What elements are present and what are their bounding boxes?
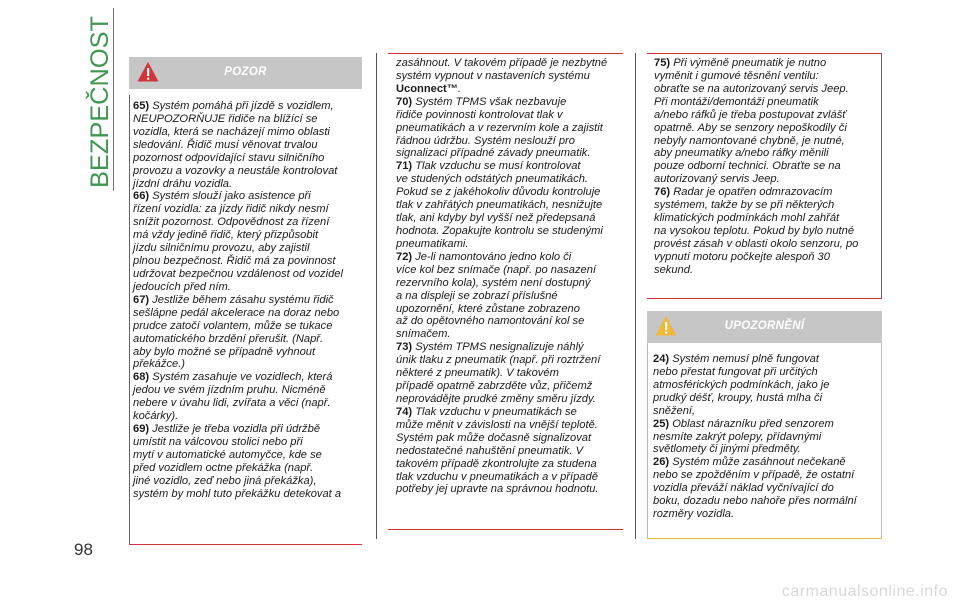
note-text: Systém zasahuje ve vozidlech, která jedou ve svém jízdním pruhu. Nicméně nebere v úvahu lidi, zvířata a věci (např. kočárky).	[133, 371, 333, 423]
note-paragraph	[396, 57, 624, 96]
note-paragraph	[133, 190, 363, 293]
note-text: Systém TPMS však nezbavuje řidiče povinnosti kontrolovat tlak v pneumatikách a v rezervním kole a zajistit řádnou údržbu. Systém neslouží pro signalizaci případné závady pneumatik.	[396, 95, 603, 160]
column-divider-2	[635, 53, 636, 539]
warning-column-3	[654, 57, 880, 277]
note-text: zasáhnout. V takovém případě je nezbytné systém vypnout v nastaveních systému	[396, 57, 608, 82]
note-text: Je-li namontováno jedno kolo či více kol bez snímače (např. po nasazení rezervního kola), systém není dostupný a na displeji se zobrazí příslušné upozornění, které zůstane zobrazeno až do opětovného namontování kol se snímačem.	[396, 250, 597, 341]
note-paragraph	[654, 57, 880, 186]
note-paragraph	[133, 294, 363, 372]
section-side-title-text: BEZPEČNOST	[86, 18, 114, 188]
caution-box-title: UPOZORNĚNÍ	[724, 320, 805, 332]
note-number: 68)	[133, 371, 153, 384]
note-number: 75)	[654, 57, 674, 69]
note-text: Systém nemusí plně fungovat nebo přestat fungovat při určitých atmosférických podmínkách, jako je prudký déšť, kroupy, hustá mlha či sněžení,	[653, 353, 830, 417]
note-number: 72)	[396, 250, 416, 263]
note-paragraph	[653, 418, 879, 457]
note-paragraph	[396, 251, 624, 341]
note-number: 24)	[653, 353, 673, 365]
note-text: Jestliže během zásahu systému řidič sešlápne pedál akcelerace na doraz nebo prudce zatočí volantem, může se tukace automatického brzdění přerušit. (Např. aby bylo možné se případně vyhnout překážce.)	[133, 293, 340, 371]
note-text: Systém slouží jako asistence při řízení vozidla: za jízdy řidič nikdy nesmí snížit pozornost. Odpovědnost za řízení má vždy jedině řidič, který přizpůsobit jízdu silničnímu provozu, aby zajistil plnou bezpečnost. Řidič má za povinnost udržovat bezpečnou vzdálenost od vozidel jedoucích před ním.	[133, 190, 343, 293]
note-number: 26)	[653, 456, 673, 469]
note-number: 71)	[396, 160, 416, 173]
note-paragraph	[654, 186, 880, 276]
note-number: 70)	[396, 95, 416, 108]
note-paragraph	[653, 353, 879, 418]
section-side-title	[80, 10, 120, 190]
note-paragraph	[133, 423, 363, 501]
note-number: 25)	[653, 417, 673, 430]
note-text: Jestliže je třeba vozidla při údržbě umístit na válcovou stolici nebo při mytí v automatické automyčce, kde se před vozidlem octne překážka (např. jiné vozidlo, zeď nebo jiná překážka), systém by mohl tuto překážku detekovat a	[133, 423, 342, 500]
note-paragraph	[653, 456, 879, 521]
note-number: 74)	[396, 405, 416, 418]
note-number: 67)	[133, 293, 153, 306]
note-text: Radar je opatřen odmrazovacím systémem, takže by se při některých klimatických podmínkách mohl zahřát na vysokou teplotu. Pokud by bylo nutné provést zásah v oblasti okolo senzoru, po vypnutí motoru počkejte alespoň 30 sekund.	[654, 186, 859, 276]
note-number: 69)	[133, 423, 153, 436]
note-text: Oblast nárazníku před senzorem nesmíte zakrýt polepy, přídavnými světlomety či jinými předměty.	[653, 417, 834, 456]
column-divider-1	[376, 53, 377, 539]
warning-column-2	[396, 57, 624, 496]
caution-box-header	[647, 311, 882, 343]
caution-box-upozorneni	[647, 311, 882, 539]
note-paragraph	[133, 100, 363, 190]
side-title-rule	[113, 8, 114, 191]
note-number: 76)	[654, 186, 674, 199]
note-text: Systém TPMS nesignalizuje náhlý únik tlaku z pneumatik (např. při roztržení některé z pneumatik). V takovém případě opatrně zabrzděte vůz, přičemž neprovádějte prudké změny směru jízdy.	[396, 341, 601, 405]
page-number: 98	[74, 540, 93, 559]
note-paragraph	[396, 341, 624, 406]
note-paragraph	[133, 371, 363, 423]
note-number: 66)	[133, 190, 153, 203]
note-number: 73)	[396, 341, 416, 354]
watermark: carmanualsonline.info	[781, 583, 948, 600]
note-emphasis: Uconnect™	[396, 82, 458, 95]
note-paragraph	[396, 160, 624, 250]
note-text: Tlak vzduchu se musí kontrolovat ve studených odstátých pneumatikách. Pokud se z jakéhokoliv důvodu kontroluje tlak v zahřátých pneumatikách, nesnižujte tlak, ani kdyby byl vyšší než předepsaná hodnota. Zopakujte kontrolu se studenými pneumatikami.	[396, 160, 603, 250]
warning-box-header	[129, 57, 362, 89]
note-paragraph	[396, 406, 624, 496]
warning-box-title: POZOR	[224, 66, 267, 78]
note-paragraph	[396, 96, 624, 161]
note-text: Při výměně pneumatik je nutno vyměnit i gumové těsnění ventilu: obraťte se na autorizovaný servis Jeep. Při montáži/demontáži pneumatik a/nebo ráfků je třeba postupovat zvlášť opatrně. Aby se senzory nepoškodily či nebyly namontované chybně, je nutné, aby pneumatiky a/nebo ráfky měnili pouze odborní technici. Obraťte se na autorizovaný servis Jeep.	[654, 57, 849, 186]
note-text: Tlak vzduchu v pneumatikách se může měnit v závislosti na vnější teplotě. Systém pak může dočasně signalizovat nedostatečné nahuštění pneumatik. V takovém případě zkontrolujte za studena tlak vzduchu v pneumatikách a v případě potřeby jej upravte na správnou hodnotu.	[396, 405, 599, 496]
caution-column	[653, 353, 879, 521]
note-text: Systém pomáhá při jízdě s vozidlem, NEUPOZORŇUJE řidiče na blížící se vozidla, která se nacházejí mimo oblasti sledování. Řidič musí věnovat trvalou pozornost odpovídající stavu silničního provozu a vozovky a neustále kontrolovat jízdní dráhu vozidla.	[133, 100, 338, 190]
note-tail: .	[457, 82, 462, 95]
note-text: Systém může zasáhnout nečekaně nebo se zpožděním v případě, že ostatní vozidla převáží náklad vyčnívající do boku, dozadu nebo nahoře přes normální rozměry vozidla.	[653, 456, 857, 521]
note-number: 65)	[133, 100, 153, 112]
warning-column-1	[133, 100, 363, 501]
